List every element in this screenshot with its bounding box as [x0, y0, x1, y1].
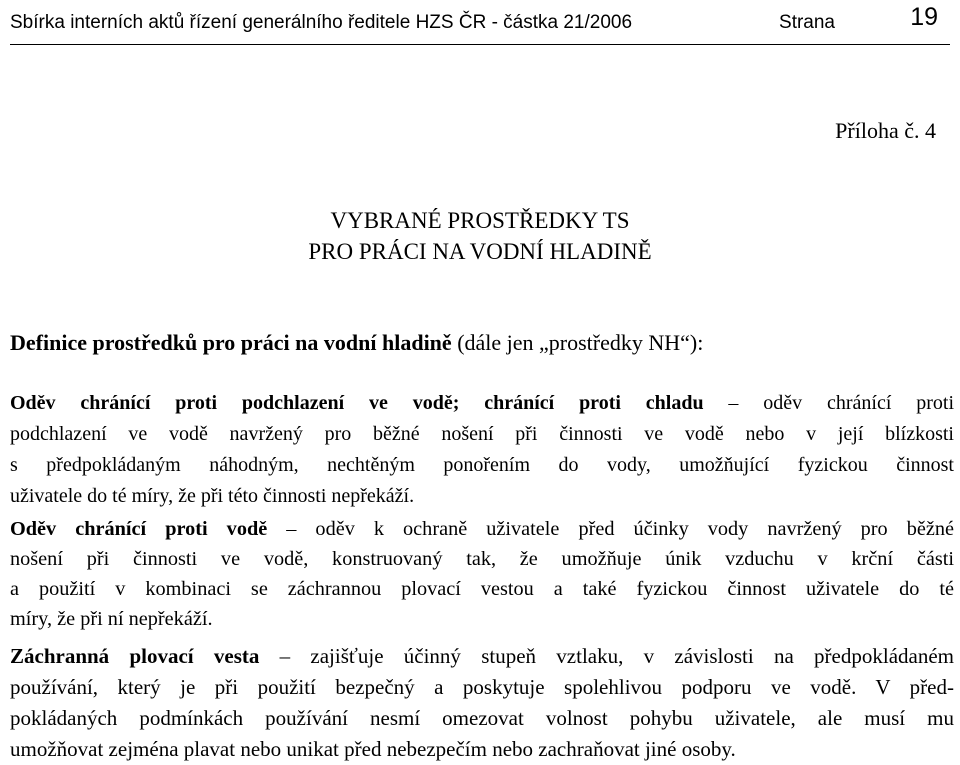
- p1-line-1: [10, 388, 954, 419]
- p3-line-4: umožňovat zejména plavat nebo unikat před nebezpečím nebo zachraňovat jiné osoby.: [10, 737, 736, 761]
- definition-life-jacket: [10, 641, 954, 765]
- annex-label: Příloha č. 4: [835, 118, 936, 143]
- p3-text-1: – zajišťuje účinný stupeň vztlaku, v závislosti na předpokládaném: [259, 644, 954, 668]
- definition-water-suit: [10, 514, 954, 634]
- definitions-intro: [10, 330, 703, 356]
- p1-text-1: – oděv chránící proti: [703, 392, 955, 414]
- p1-line-4: uživatele do té míry, že při této činnosti nepřekáží.: [10, 485, 415, 507]
- p2-text-1: – oděv k ochraně uživatele před účinky vody navržený pro běžné: [267, 518, 955, 540]
- p3-line-2: používání, který je při použití bezpečný a poskytuje spolehlivou podporu ve vodě. V před-: [10, 675, 954, 699]
- page-header: [10, 0, 950, 45]
- page-number: 19: [910, 3, 938, 31]
- p3-line-3: pokládaných podmínkách používání nesmí omezovat volnost pohybu uživatele, ale musí mu: [10, 706, 954, 730]
- document-title: [0, 205, 960, 267]
- title-line-1: VYBRANÉ PROSTŘEDKY TS: [330, 208, 630, 233]
- intro-rest: (dále jen „prostředky NH“):: [451, 330, 704, 355]
- p2-line-4: míry, že při ní nepřekáží.: [10, 608, 213, 630]
- p2-line-2: nošení při činnosti ve vodě, konstruovaný tak, že umožňuje únik vzduchu v krční části: [10, 548, 954, 570]
- p1-line-3: s předpokládaným náhodným, nechtěným ponořením do vody, umožňující fyzickou činnost: [10, 454, 954, 476]
- p2-line-3: a použití v kombinaci se záchrannou plovací vestou a také fyzickou činnost uživatele do té: [10, 578, 954, 600]
- p1-line-2: podchlazení ve vodě navržený pro běžné nošení při činnosti ve vodě nebo v její blízkosti: [10, 423, 954, 445]
- definition-thermal-suit: [10, 388, 954, 512]
- p1-term: Oděv chránící proti podchlazení ve vodě; chránící proti chladu: [10, 392, 704, 414]
- p2-line-1: [10, 514, 954, 544]
- p2-term: Oděv chránící proti vodě: [10, 518, 268, 540]
- intro-bold: Definice prostředků pro práci na vodní hladině: [10, 330, 452, 355]
- title-line-2: PRO PRÁCI NA VODNÍ HLADINĚ: [308, 239, 652, 264]
- p3-line-1: [10, 641, 954, 672]
- p3-term: Záchranná plovací vesta: [10, 644, 260, 668]
- header-title: Sbírka interních aktů řízení generálního ředitele HZS ČR - částka 21/2006: [10, 12, 633, 33]
- page-label: Strana: [779, 12, 835, 33]
